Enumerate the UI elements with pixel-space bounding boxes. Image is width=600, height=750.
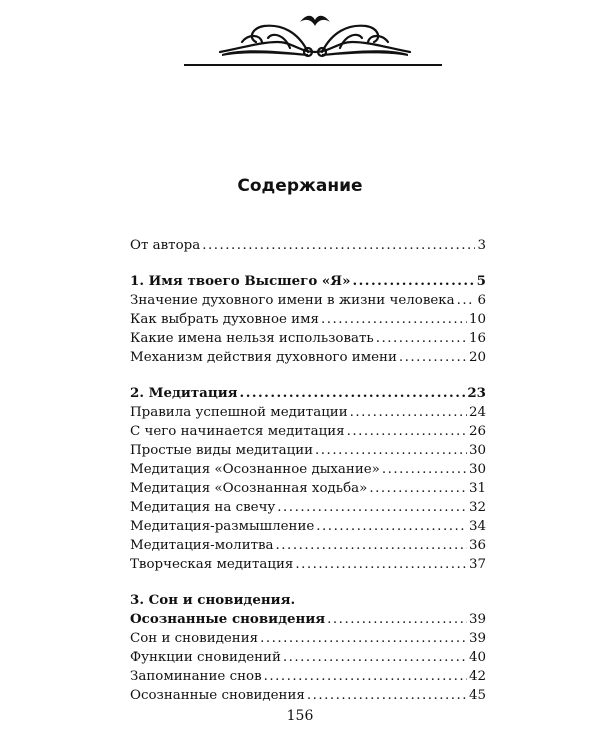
toc-entry-label: Правила успешной медитации (130, 405, 348, 420)
page-number: 156 (286, 708, 314, 724)
dot-leader (283, 648, 467, 667)
toc-entry-label: Как выбрать духовное имя (130, 312, 319, 327)
toc-entry-label: Медитация на свечу (130, 500, 276, 515)
dot-leader (376, 329, 467, 348)
toc-entry-page: 45 (468, 688, 486, 703)
ornament-icon (212, 12, 418, 62)
toc-entry-label: Творческая медитация (130, 557, 294, 572)
dot-leader (295, 555, 467, 574)
toc-entry[interactable] (130, 236, 486, 255)
toc-entry-page: 31 (468, 481, 486, 496)
dot-leader (382, 460, 467, 479)
toc-entry-page: 39 (468, 612, 486, 627)
toc-entry-page: 26 (468, 424, 486, 439)
toc-entry-page: 16 (468, 331, 486, 346)
toc-entry-label: Простые виды медитации (130, 443, 314, 458)
toc-entry-page: 40 (468, 650, 486, 665)
toc-entry-label: 2. Медитация (130, 385, 238, 401)
toc-entry-label: Осознанные сновидения (130, 611, 326, 627)
toc-entry-page: 34 (468, 519, 486, 534)
toc-entry-page: 6 (477, 293, 486, 308)
toc-entry-label: От автора (130, 238, 201, 253)
toc-entry-page: 42 (468, 669, 486, 684)
toc-entry[interactable] (130, 517, 486, 536)
toc-entry-label: Медитация-размышление (130, 519, 315, 534)
toc-entry[interactable] (130, 629, 486, 648)
toc-entry-label: Запоминание снов (130, 669, 262, 684)
header-rule (184, 64, 442, 66)
toc-entry-label: С чего начинается медитация (130, 424, 345, 439)
toc-entry[interactable] (130, 310, 486, 329)
toc-entry[interactable] (130, 479, 486, 498)
toc-entry-label: Сон и сновидения (130, 631, 259, 646)
toc-entry-page: 30 (468, 462, 486, 477)
toc-entry[interactable] (130, 648, 486, 667)
toc-entry-page: 32 (468, 500, 486, 515)
dot-leader (321, 310, 467, 329)
toc-entry[interactable] (130, 291, 486, 310)
dot-leader (307, 686, 467, 705)
dot-leader (240, 384, 466, 403)
page-title: Содержание (237, 176, 363, 196)
toc-entry-page: 30 (468, 443, 486, 458)
dot-leader (350, 403, 467, 422)
toc-entry[interactable] (130, 555, 486, 574)
toc-entry[interactable] (130, 403, 486, 422)
toc-chapter[interactable] (130, 272, 486, 291)
toc-entry[interactable] (130, 422, 486, 441)
dot-leader (457, 291, 476, 310)
toc-entry[interactable] (130, 686, 486, 705)
toc-entry-page: 5 (476, 273, 486, 289)
dot-leader (399, 348, 467, 367)
toc-entry-page: 23 (467, 385, 486, 401)
dot-leader (327, 610, 467, 629)
toc-entry-label: Медитация-молитва (130, 538, 274, 553)
toc-entry[interactable] (130, 536, 486, 555)
table-of-contents (130, 236, 486, 705)
toc-entry-label: Функции сновидений (130, 650, 281, 665)
toc-entry[interactable] (130, 667, 486, 686)
toc-entry[interactable] (130, 460, 486, 479)
toc-entry-page: 39 (468, 631, 486, 646)
dot-leader (316, 517, 467, 536)
dot-leader (369, 479, 467, 498)
toc-entry[interactable] (130, 329, 486, 348)
toc-entry-label: Механизм действия духовного имени (130, 350, 397, 365)
dot-leader (277, 498, 467, 517)
toc-entry[interactable] (130, 348, 486, 367)
toc-entry-page: 3 (477, 238, 486, 253)
toc-entry-page: 36 (468, 538, 486, 553)
toc-entry-label: Какие имена нельзя использовать (130, 331, 374, 346)
dot-leader (315, 441, 467, 460)
dot-leader (276, 536, 467, 555)
toc-entry[interactable] (130, 441, 486, 460)
toc-entry-label: 1. Имя твоего Высшего «Я» (130, 273, 351, 289)
toc-entry-page: 24 (468, 405, 486, 420)
toc-entry-page: 37 (468, 557, 486, 572)
dot-leader (260, 629, 467, 648)
toc-entry-label: Осознанные сновидения (130, 688, 305, 703)
toc-chapter[interactable] (130, 384, 486, 403)
toc-entry-page: 20 (468, 350, 486, 365)
toc-entry-label: Медитация «Осознанное дыхание» (130, 462, 380, 477)
dot-leader (202, 236, 475, 255)
toc-entry-page: 10 (468, 312, 486, 327)
toc-entry-label: 3. Сон и сновидения. (130, 592, 296, 608)
toc-chapter[interactable] (130, 591, 486, 610)
toc-entry[interactable] (130, 498, 486, 517)
dot-leader (264, 667, 467, 686)
dot-leader (352, 272, 474, 291)
toc-entry-label: Медитация «Осознанная ходьба» (130, 481, 368, 496)
toc-entry-label: Значение духовного имени в жизни человека (130, 293, 455, 308)
toc-chapter[interactable] (130, 610, 486, 629)
dot-leader (347, 422, 467, 441)
